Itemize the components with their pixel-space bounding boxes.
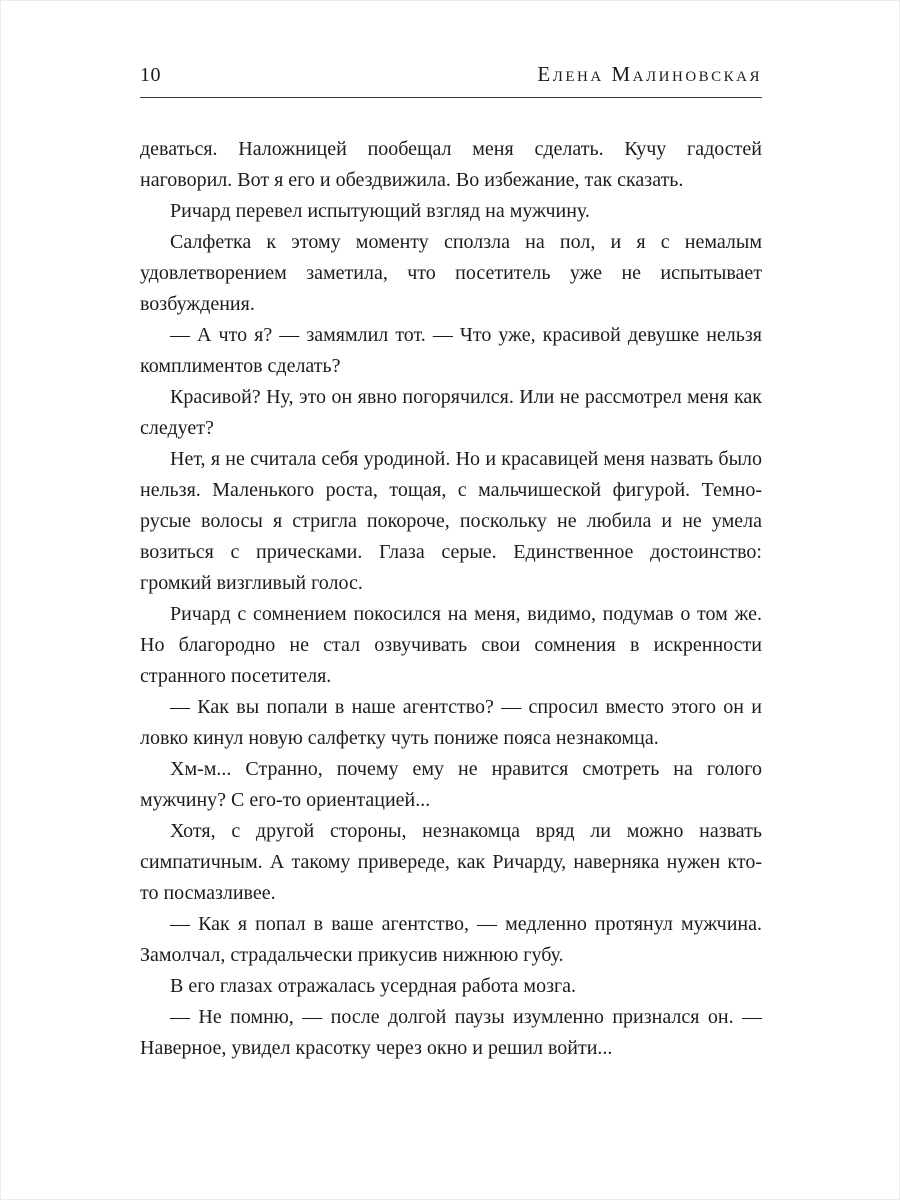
paragraph: Хотя, с другой стороны, незнакомца вряд ли можно назвать симпатичным. А такому привереде, как Ричарду, наверняка нужен кто-то посмазливее. [140, 820, 762, 904]
paragraph: Ричард с сомнением покосился на меня, видимо, подумав о том же. Но благородно не стал озвучивать свои сомнения в искренности странного посетителя. [140, 603, 762, 687]
running-title: Елена Малиновская [537, 62, 762, 86]
paragraph: Нет, я не считала себя уродиной. Но и красавицей меня назвать было нельзя. Маленького роста, тощая, с мальчишеской фигурой. Темно-русые волосы я стригла покороче, поскольку не любила и не умела возиться с прическами. Глаза серые. Единственное достоинство: громкий визгливый голос. [140, 448, 762, 594]
paragraph: — Как вы попали в наше агентство? — спросил вместо этого он и ловко кинул новую салфетку чуть пониже пояса незнакомца. [140, 696, 762, 749]
page-body [140, 134, 762, 1064]
page-number: 10 [140, 64, 161, 86]
paragraph: деваться. Наложницей пообещал меня сделать. Кучу гадостей наговорил. Вот я его и обездвижила. Во избежание, так сказать. [140, 138, 762, 191]
paragraph: В его глазах отражалась усердная работа мозга. [170, 975, 577, 997]
paragraph: Салфетка к этому моменту сползла на пол, и я с немалым удовлетворением заметила, что посетитель уже не испытывает возбуждения. [140, 231, 762, 315]
paragraph: Ричард перевел испытующий взгляд на мужчину. [170, 200, 590, 222]
paragraph: Хм-м... Странно, почему ему не нравится смотреть на голого мужчину? С его-то ориентацией... [140, 758, 762, 811]
paragraph: — Не помню, — после долгой паузы изумленно признался он. — Наверное, увидел красотку через окно и решил войти... [140, 1006, 762, 1059]
header-rule [140, 97, 762, 98]
paragraph: — Как я попал в ваше агентство, — медленно протянул мужчина. Замолчал, страдальчески прикусив нижнюю губу. [140, 913, 762, 966]
paragraph: Красивой? Ну, это он явно погорячился. Или не рассмотрел меня как следует? [140, 386, 762, 439]
running-head [140, 62, 762, 87]
paragraph: — А что я? — замямлил тот. — Что уже, красивой девушке нельзя комплиментов сделать? [140, 324, 762, 377]
